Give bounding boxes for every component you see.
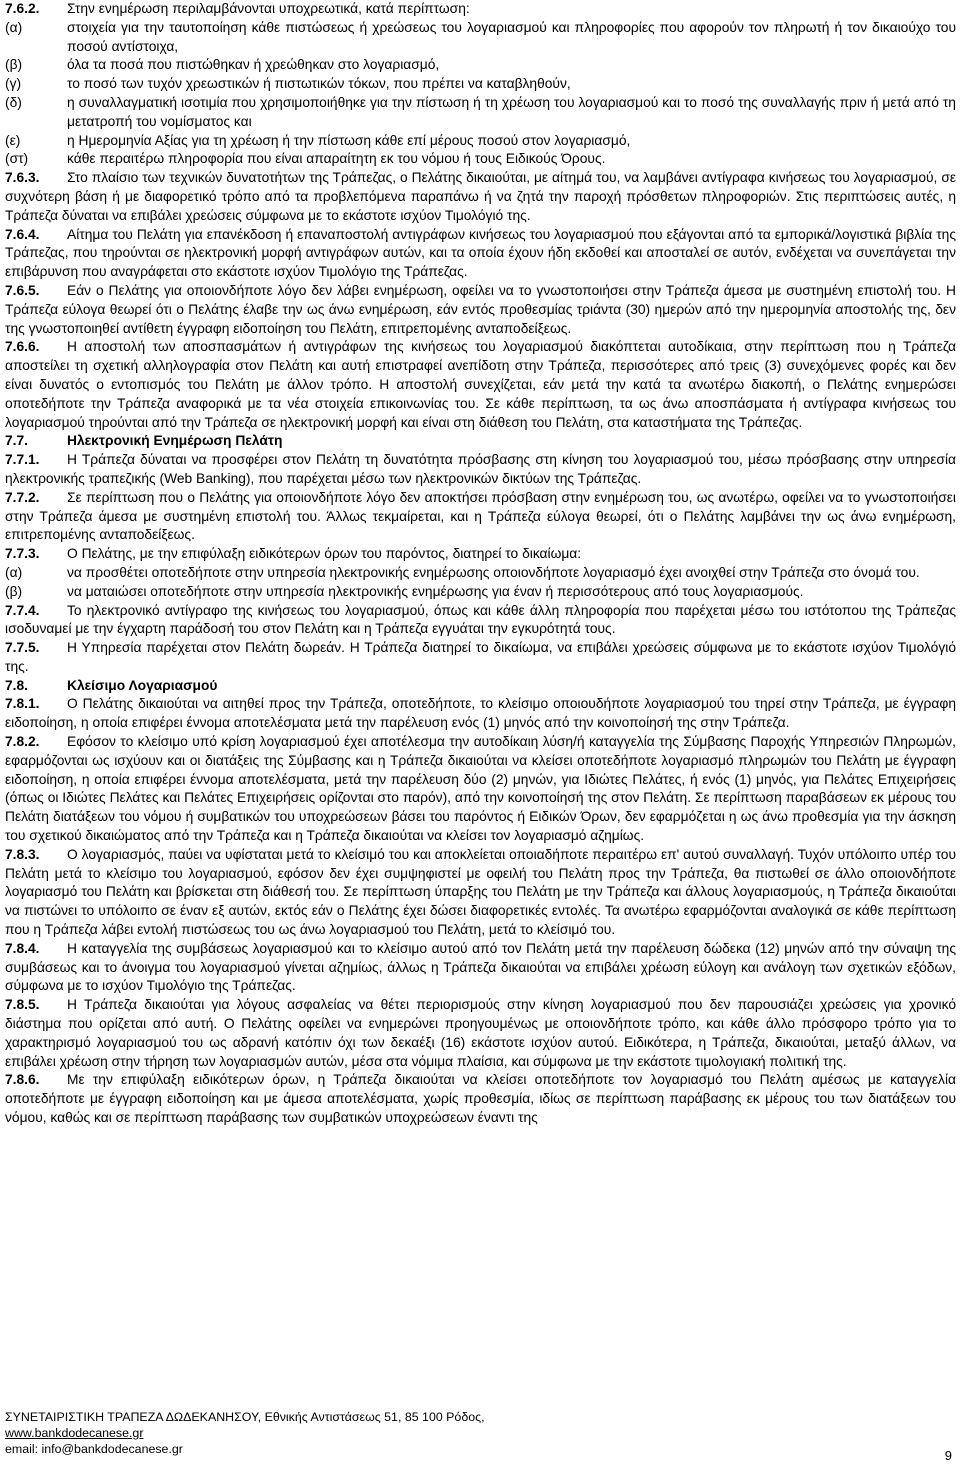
clause-number: 7.7.3. [5,546,40,562]
list-item [5,94,956,132]
clause-paragraph [5,282,956,338]
clause-number: 7.8. [5,677,29,693]
clause-paragraph [5,846,956,940]
list-item [5,150,956,169]
list-item-label: (ε) [5,132,21,148]
list-item [5,132,956,151]
clause-text: Στην ενημέρωση περιλαμβάνονται υποχρεωτικά, κατά περίπτωση: [67,1,470,16]
clause-number: 7.7.2. [5,489,40,505]
list-item-text: να προσθέτει οποτεδήποτε στην υπηρεσία ηλεκτρονικής ενημέρωσης οποιονδήποτε λογαριασμό έχει ανοιχθεί στην Τράπεζα στο όνομά του. [67,564,920,580]
clause-paragraph [5,733,956,846]
footer-address: ΣΥΝΕΤΑΙΡΙΣΤΙΚΗ ΤΡΑΠΕΖΑ ΔΩΔΕΚΑΝΗΣΟΥ, Εθνικής Αντιστάσεως 51, 85 100 Ρόδος, [5,1410,485,1424]
clause-text: Στο πλαίσιο των τεχνικών δυνατοτήτων της Τράπεζας, ο Πελάτης δικαιούται, με αίτημά του, να λαμβάνει αντίγραφα κινήσεως του λογαριασμού, σε συχνότερη βάση ή με διαφορετικό τρόπο από τα προβλεπόμενα παραπάνω ή να ζητά την παροχή πρόσθετων πληροφοριών. Στις περιπτώσεις αυτές, η Τράπεζα δύναται να επιβάλει χρεώσεις σύμφωνα με το εκάστοτε ισχύον Τιμολόγιό της. [5,170,956,223]
clause-text: Η αποστολή των αποσπασμάτων ή αντιγράφων της κινήσεως του λογαριασμού διακόπτεται αυτοδίκαια, στην περίπτωση που η Τράπεζα αποστείλει τη σχετική αλληλογραφία στον Πελάτη και αυτή επιστραφεί ανεπίδοτη στην Τράπεζα, περισσότερες από τρεις (3) συνεχόμενες φορές και δεν είναι δυνατός ο εντοπισμός του Πελάτη με άλλον τρόπο. Η αποστολή συνεχίζεται, εάν μετά την κατά τα ανωτέρω διακοπή, ο Πελάτης ενημερώσει οποτεδήποτε την Τράπεζα αναφορικά με τα νέα στοιχεία επικοινωνίας του. Σε κάθε περίπτωση, τα ως άνω αποσπάσματα ή αντίγραφα κινήσεως του λογαριασμού τηρούνται από την Τράπεζα σε ηλεκτρονική μορφή και είναι στη διάθεση του Πελάτη, στα καταστήματα της Τράπεζας. [5,339,956,430]
clause-number: 7.7.5. [5,640,40,656]
page-number: 9 [944,1448,952,1463]
list-item-text: η συναλλαγματική ισοτιμία που χρησιμοποιήθηκε για την πίστωση ή τη χρέωση του λογαριασμού και το ποσό της συναλλαγής πριν ή μετά από τη μετατροπή του νομίσματος και [67,94,956,129]
list-item-label: (α) [5,564,23,580]
list-item [5,583,956,602]
clause-paragraph [5,602,956,640]
list-item-text: η Ημερομηνία Αξίας για τη χρέωση ή την πίστωση κάθε επί μέρους ποσού στον λογαριασμό, [67,132,631,148]
clause-paragraph [5,451,956,489]
list-item [5,56,956,75]
clause-number: 7.8.6. [5,1072,40,1088]
list-item-label: (δ) [5,94,22,110]
clause-paragraph [5,1071,956,1127]
section-heading [5,677,956,696]
clause-paragraph [5,940,956,996]
clause-text: Ο Πελάτης, με την επιφύλαξη ειδικότερων όρων του παρόντος, διατηρεί το δικαίωμα: [67,546,582,562]
clause-text: Η Τράπεζα δικαιούται για λόγους ασφαλείας να θέτει περιορισμούς στην κίνηση λογαριασμού που δεν παρουσιάζει χρεώσεις για χρονικό διάστημα που ορίζεται από αυτή. Ο Πελάτης οφείλει να ενημερώνει προηγουμένως με οποιονδήποτε τρόπο, και κάθε άλλο πρόσφορο τρόπο για το χαρακτηρισμό λογαριασμού του ως αδρανή κατόπιν όχι των δεκαέξι (16) εκάστοτε ισχύον αυτού. Ειδικότερα, η Τράπεζα, δικαιούται, μεταξύ άλλων, να επιβάλει χρέωση στην τήρηση των λογαριασμών αυτών, μέσα στα νόμιμα πλαίσια, και σύμφωνα με την εκάστοτε τιμολογιακή πολιτική της. [5,997,956,1069]
list-item-label: (γ) [5,76,22,92]
clause-paragraph [5,226,956,282]
list-item-label: (α) [5,19,23,35]
section-title: Ηλεκτρονική Ενημέρωση Πελάτη [67,433,283,449]
list-item-text: όλα τα ποσά που πιστώθηκαν ή χρεώθηκαν στο λογαριασμό, [67,57,440,73]
clause-paragraph [5,695,956,733]
clause-number: 7.8.2. [5,734,40,750]
list-item [5,19,956,57]
page-footer [5,1409,945,1457]
list-item-label: (β) [5,57,23,73]
clause-text: Το ηλεκτρονικό αντίγραφο της κινήσεως του λογαριασμού, όπως και κάθε άλλη πληροφορία που παρέχεται μέσω του ιστότοπου της Τράπεζας ισοδυναμεί με την έγχαρτη παράδοσή του στον Πελάτη και η Τράπεζα εγγυάται την εγκυρότητά τους. [5,602,956,637]
clause-text: Με την επιφύλαξη ειδικότερων όρων, η Τράπεζα δικαιούται να κλείσει οποτεδήποτε τον λογαριασμό του Πελάτη αμέσως με καταγγελία οποτεδήποτε με έγγραφη ειδοποίηση και με άμεσα αποτελέσματα, χωρίς προθεσμία, ιδίως σε περίπτωση παράβασης εκ μέρους του των διατάξεων του νόμου, καθώς και σε περίπτωση παράβασης των συμβατικών υποχρεώσεων έναντι της [5,1072,956,1126]
clause-number: 7.7.4. [5,602,40,618]
clause-paragraph [5,489,956,545]
clause-paragraph [5,545,956,564]
list-item-text: κάθε περαιτέρω πληροφορία που είναι απαραίτητη εκ του νόμου ή τους Ειδικούς Όρους. [67,151,606,167]
section-title: Κλείσιμο Λογαριασμού [67,677,218,693]
clause-number: 7.8.4. [5,940,40,956]
clause-number: 7.7.1. [5,452,40,468]
document-body [5,0,956,1128]
footer-email: email: info@bankdodecanese.gr [5,1442,183,1456]
clause-number: 7.6.5. [5,282,40,298]
clause-number: 7.8.3. [5,846,40,862]
clause-text: Ο λογαριασμός, παύει να υφίσταται μετά το κλείσιμό του και αποκλείεται οποιαδήποτε περαιτέρω επ' αυτού συναλλαγή. Τυχόν υπόλοιπο υπέρ του Πελάτη μετά το κλείσιμο του λογαριασμού, εφόσον δεν έχει συμψηφιστεί με οφειλή του Πελάτη προς την Τράπεζα, θα πιστωθεί σε άλλο οποιονδήποτε λογαριασμό του Πελάτη και βρίσκεται στη διάθεσή του. Σε περίπτωση ύπαρξης του Πελάτη με την Τράπεζα και άλλους λογαριασμούς, η Τράπεζα δικαιούται να πιστώνει το υπόλοιπο σε έναν εξ αυτών, εκτός εάν ο Πελάτης έχει δώσει διαφορετικές εντολές. Τα ανωτέρω εφαρμόζονται αναλογικά σε κάθε περίπτωση που η Τράπεζα λάβει εντολή πιστώσεως του ως άνω λογαριασμού του Πελάτη, μετά το κλείσιμό του. [5,846,956,938]
clause-text: Εάν ο Πελάτης για οποιονδήποτε λόγο δεν λάβει ενημέρωση, οφείλει να το γνωστοποιήσει στην Τράπεζα άμεσα με συστημένη επιστολή του. Η Τράπεζα εύλογα θεωρεί ότι ο Πελάτης έλαβε την ως άνω ενημέρωση, εάν εντός προθεσμίας τριάντα (30) ημερών από την ημερομηνία αποστολής της, δεν της γνωστοποιηθεί αντίθετη έγγραφη ειδοποίηση του Πελάτη, επιτρεπομένης ανταποδείξεως. [5,282,956,336]
clause-paragraph [5,338,956,432]
clause-number: 7.6.4. [5,226,40,242]
clause-paragraph [5,0,956,19]
list-item-label: (β) [5,583,23,599]
clause-text: Η Υπηρεσία παρέχεται στον Πελάτη δωρεάν. Η Τράπεζα διατηρεί το δικαίωμα, να επιβάλει χρεώσεις σύμφωνα με το εκάστοτε ισχύον Τιμολόγιό της. [5,640,956,674]
section-heading [5,432,956,451]
clause-paragraph [5,996,956,1071]
clause-number: 7.8.1. [5,696,40,712]
clause-text: Η Τράπεζα δύναται να προσφέρει στον Πελάτη τη δυνατότητα πρόσβασης στη κίνηση του λογαριασμού του, μέσω πρόσβασης στην υπηρεσία ηλεκτρονικής τραπεζικής (Web Banking), που παρέχεται μέσω των ηλεκτρονικών δικτύων της Τράπεζας. [5,452,956,486]
clause-paragraph [5,639,956,677]
clause-number: 7.7. [5,433,29,449]
clause-number: 7.6.3. [5,170,40,186]
clause-number: 7.6.6. [5,339,40,355]
clause-paragraph [5,169,956,225]
clause-text: Εφόσον το κλείσιμο υπό κρίση λογαριασμού έχει αποτέλεσμα την αυτοδίκαιη λύση/ή καταγγελία της Σύμβασης Παροχής Υπηρεσιών Πληρωμών, εφαρμόζονται ως ισχύουν και οι διατάξεις της Σύμβασης και η Τράπεζα δικαιούται να κλείσει οποτεδήποτε λογαριασμό πληρωμών του Πελάτη με έγγραφη ειδοποίηση, η οποία επιφέρει έννομα αποτελέσματα, μετά την παρέλευση δύο (2) μηνών, για Ιδιώτες Πελάτες, ή ενός (1) μηνός, για Πελάτες Επιχειρήσεις (όπως οι Ιδιώτες Πελάτες και Πελάτες Επιχειρήσεις ορίζονται στο παρόν), από την κοινοποίησή της στον Πελάτη. Σε περίπτωση παραβάσεων εκ μέρους του Πελάτη διατάξεων του νόμου ή συμβατικών του υποχρεώσεων βάσει του παρόντος ή Ειδικών Όρων, δεν εφαρμόζεται η ως άνω προθεσμία για την άσκηση του σχετικού δικαιώματος από την Τράπεζα και η Τράπεζα δικαιούται να κλείσει τον λογαριασμό αζημίως. [5,734,956,844]
clause-text: Η καταγγελία της συμβάσεως λογαριασμού και το κλείσιμο αυτού από τον Πελάτη μετά την παρέλευση δώδεκα (12) μηνών από την σύναψη της συμβάσεως και το άνοιγμα του λογαριασμού γίνεται αζημίως, άλλως η Τράπεζα δικαιούται να επιβάλει χρέωση εύλογη και ανάλογη των σχετικών εξόδων, σύμφωνα με το ισχύον Τιμολόγιο της Τράπεζας. [5,940,956,994]
list-item [5,75,956,94]
list-item-text: το ποσό των τυχόν χρεωστικών ή πιστωτικών τόκων, που πρέπει να καταβληθούν, [67,76,571,92]
list-item-text: να ματαιώσει οποτεδήποτε στην υπηρεσία ηλεκτρονικής ενημέρωσης για έναν ή περισσότερους από τους λογαριασμούς. [67,583,804,599]
clause-number: 7.6.2. [5,1,40,16]
list-item [5,564,956,583]
clause-text: Ο Πελάτης δικαιούται να αιτηθεί προς την Τράπεζα, οποτεδήποτε, το κλείσιμο οποιουδήποτε λογαριασμού του τηρεί στην Τράπεζα, με έγγραφη ειδοποίηση, η οποία επιφέρει έννομα αποτελέσματα μετά την παρέλευση ενός (1) μηνός από την κοινοποίησή της στην Τράπεζα. [5,696,956,731]
list-item-label: (στ) [5,151,29,167]
clause-text: Σε περίπτωση που ο Πελάτης για οποιονδήποτε λόγο δεν αποκτήσει πρόσβαση στην ενημέρωση του, ως ανωτέρω, οφείλει να το γνωστοποιήσει στην Τράπεζα άμεσα με συστημένη επιστολή του. Άλλως τεκμαίρεται, και η Τράπεζα εύλογα θεωρεί, ότι ο Πελάτης λαμβάνει την ως άνω ενημέρωση, επιτρεπομένης ανταποδείξεως. [5,489,956,543]
list-item-text: στοιχεία για την ταυτοποίηση κάθε πιστώσεως ή χρεώσεως του λογαριασμού και πληροφορίες που αφορούν τον πληρωτή ή τον δικαιούχο του ποσού αντίστοιχα, [67,19,956,54]
footer-website-link[interactable]: www.bankdodecanese.gr [5,1426,144,1440]
clause-number: 7.8.5. [5,997,40,1013]
clause-text: Αίτημα του Πελάτη για επανέκδοση ή επαναποστολή αντιγράφων κινήσεως του λογαριασμού που εξάγονται από τα εμπορικά/λογιστικά βιβλία της Τράπεζας, που τηρούνται σε ηλεκτρονική μορφή αντιγράφων αυτών, και τα οποία έχουν ήδη εκδοθεί και αποσταλεί σε αυτόν, ενδέχεται να συνεπάγεται την επιβάρυνση που αναγράφεται στο εκάστοτε ισχύον Τιμολόγιο της Τράπεζας. [5,226,956,280]
